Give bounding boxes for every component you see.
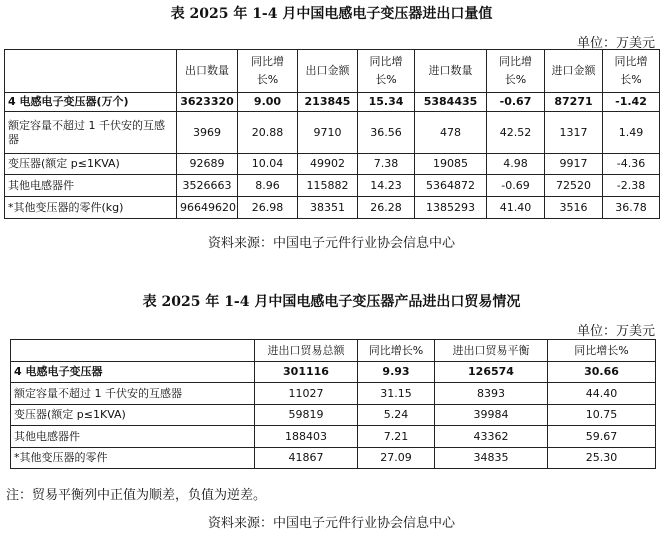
table-cell: 301116: [255, 362, 358, 383]
table-row: [11, 426, 656, 448]
table-cell: 43362: [435, 426, 548, 448]
table1-header: 同比增长%: [358, 50, 415, 93]
table-cell: 20.88: [238, 112, 298, 154]
table-row: [11, 362, 656, 383]
table-cell: 213845: [298, 93, 358, 112]
row-label: 4 电感电子变压器(万个): [5, 93, 177, 112]
table-cell: 26.28: [358, 197, 415, 219]
table-cell: 5.24: [358, 405, 435, 426]
table2-header: 同比增长%: [358, 340, 435, 362]
table-cell: 36.78: [603, 197, 660, 219]
table-cell: 188403: [255, 426, 358, 448]
table-cell: 59819: [255, 405, 358, 426]
table-cell: 42.52: [487, 112, 545, 154]
table-cell: 1.49: [603, 112, 660, 154]
table-cell: 9.00: [238, 93, 298, 112]
table1-header: 同比增长%: [487, 50, 545, 93]
table2-header-row: [11, 340, 656, 362]
table-cell: 9.93: [358, 362, 435, 383]
table-cell: 126574: [435, 362, 548, 383]
table1-header: 进口金额: [545, 50, 603, 93]
table-cell: 41867: [255, 448, 358, 469]
table-cell: 14.23: [358, 175, 415, 197]
table2-corner-cell: [11, 340, 255, 362]
table-cell: 1385293: [415, 197, 487, 219]
row-label: 4 电感电子变压器: [11, 362, 255, 383]
table1-header-row: [5, 50, 660, 93]
table-cell: 38351: [298, 197, 358, 219]
table-cell: 26.98: [238, 197, 298, 219]
table1-header: 进口数量: [415, 50, 487, 93]
table-cell: 8.96: [238, 175, 298, 197]
table-cell: 9917: [545, 154, 603, 175]
table-cell: 15.34: [358, 93, 415, 112]
table-row: [5, 175, 660, 197]
row-label: 额定容量不超过 1 千伏安的互感器: [11, 383, 255, 405]
table-row: [11, 405, 656, 426]
table-cell: -4.36: [603, 154, 660, 175]
table-cell: 115882: [298, 175, 358, 197]
table-cell: 25.30: [548, 448, 656, 469]
table2-header: 同比增长%: [548, 340, 656, 362]
table-cell: 36.56: [358, 112, 415, 154]
table2-note: 注：贸易平衡列中正值为顺差，负值为逆差。: [6, 488, 267, 503]
table-cell: 1317: [545, 112, 603, 154]
table1-corner-cell: [5, 50, 177, 93]
row-label: 变压器(额定 p≤1KVA): [5, 154, 177, 175]
table-cell: 19085: [415, 154, 487, 175]
table2-source: 资料来源：中国电子元件行业协会信息中心: [207, 516, 455, 531]
table-row: [11, 448, 656, 469]
table-cell: 72520: [545, 175, 603, 197]
table-cell: -0.69: [487, 175, 545, 197]
table-cell: 478: [415, 112, 487, 154]
table-cell: 5364872: [415, 175, 487, 197]
table-cell: 5384435: [415, 93, 487, 112]
table-cell: 4.98: [487, 154, 545, 175]
table1-header: 出口数量: [177, 50, 238, 93]
table-cell: 3969: [177, 112, 238, 154]
import-export-volume-table: [4, 49, 660, 219]
row-label: 其他电感器件: [5, 175, 177, 197]
row-label: 额定容量不超过 1 千伏安的互感器: [5, 112, 177, 154]
table-cell: -2.38: [603, 175, 660, 197]
table-cell: 34835: [435, 448, 548, 469]
table-cell: 3526663: [177, 175, 238, 197]
table-cell: 96649620: [177, 197, 238, 219]
row-label: *其他变压器的零件: [11, 448, 255, 469]
table-cell: 8393: [435, 383, 548, 405]
row-label: 变压器(额定 p≤1KVA): [11, 405, 255, 426]
table1-header: 出口金额: [298, 50, 358, 93]
table-cell: 39984: [435, 405, 548, 426]
table-cell: 92689: [177, 154, 238, 175]
table2-header: 进出口贸易平衡: [435, 340, 548, 362]
trade-summary-table: [10, 339, 656, 469]
table-cell: 7.38: [358, 154, 415, 175]
table-row: [5, 93, 660, 112]
table-cell: 87271: [545, 93, 603, 112]
table2-title: 表 2025 年 1-4 月中国电感电子变压器产品进出口贸易情况: [142, 294, 521, 310]
table-cell: 11027: [255, 383, 358, 405]
table1-source: 资料来源：中国电子元件行业协会信息中心: [207, 236, 455, 251]
table-cell: 31.15: [358, 383, 435, 405]
table-cell: 9710: [298, 112, 358, 154]
row-label: *其他变压器的零件(kg): [5, 197, 177, 219]
table-cell: 49902: [298, 154, 358, 175]
table-cell: 10.75: [548, 405, 656, 426]
table-cell: -1.42: [603, 93, 660, 112]
table1-unit: 单位：万美元: [576, 36, 655, 51]
table2-unit: 单位：万美元: [576, 324, 655, 339]
table-cell: 3516: [545, 197, 603, 219]
table-cell: 10.04: [238, 154, 298, 175]
table-cell: 41.40: [487, 197, 545, 219]
table2-header: 进出口贸易总额: [255, 340, 358, 362]
table-cell: 3623320: [177, 93, 238, 112]
table-row: [5, 112, 660, 154]
table-row: [5, 154, 660, 175]
table-cell: 7.21: [358, 426, 435, 448]
table-row: [5, 197, 660, 219]
table1-title: 表 2025 年 1-4 月中国电感电子变压器进出口量值: [170, 6, 493, 22]
row-label: 其他电感器件: [11, 426, 255, 448]
table1-header: 同比增长%: [238, 50, 298, 93]
table-cell: 59.67: [548, 426, 656, 448]
table-cell: 30.66: [548, 362, 656, 383]
table1-header: 同比增长%: [603, 50, 660, 93]
table-cell: 44.40: [548, 383, 656, 405]
table-row: [11, 383, 656, 405]
table-cell: -0.67: [487, 93, 545, 112]
table-cell: 27.09: [358, 448, 435, 469]
